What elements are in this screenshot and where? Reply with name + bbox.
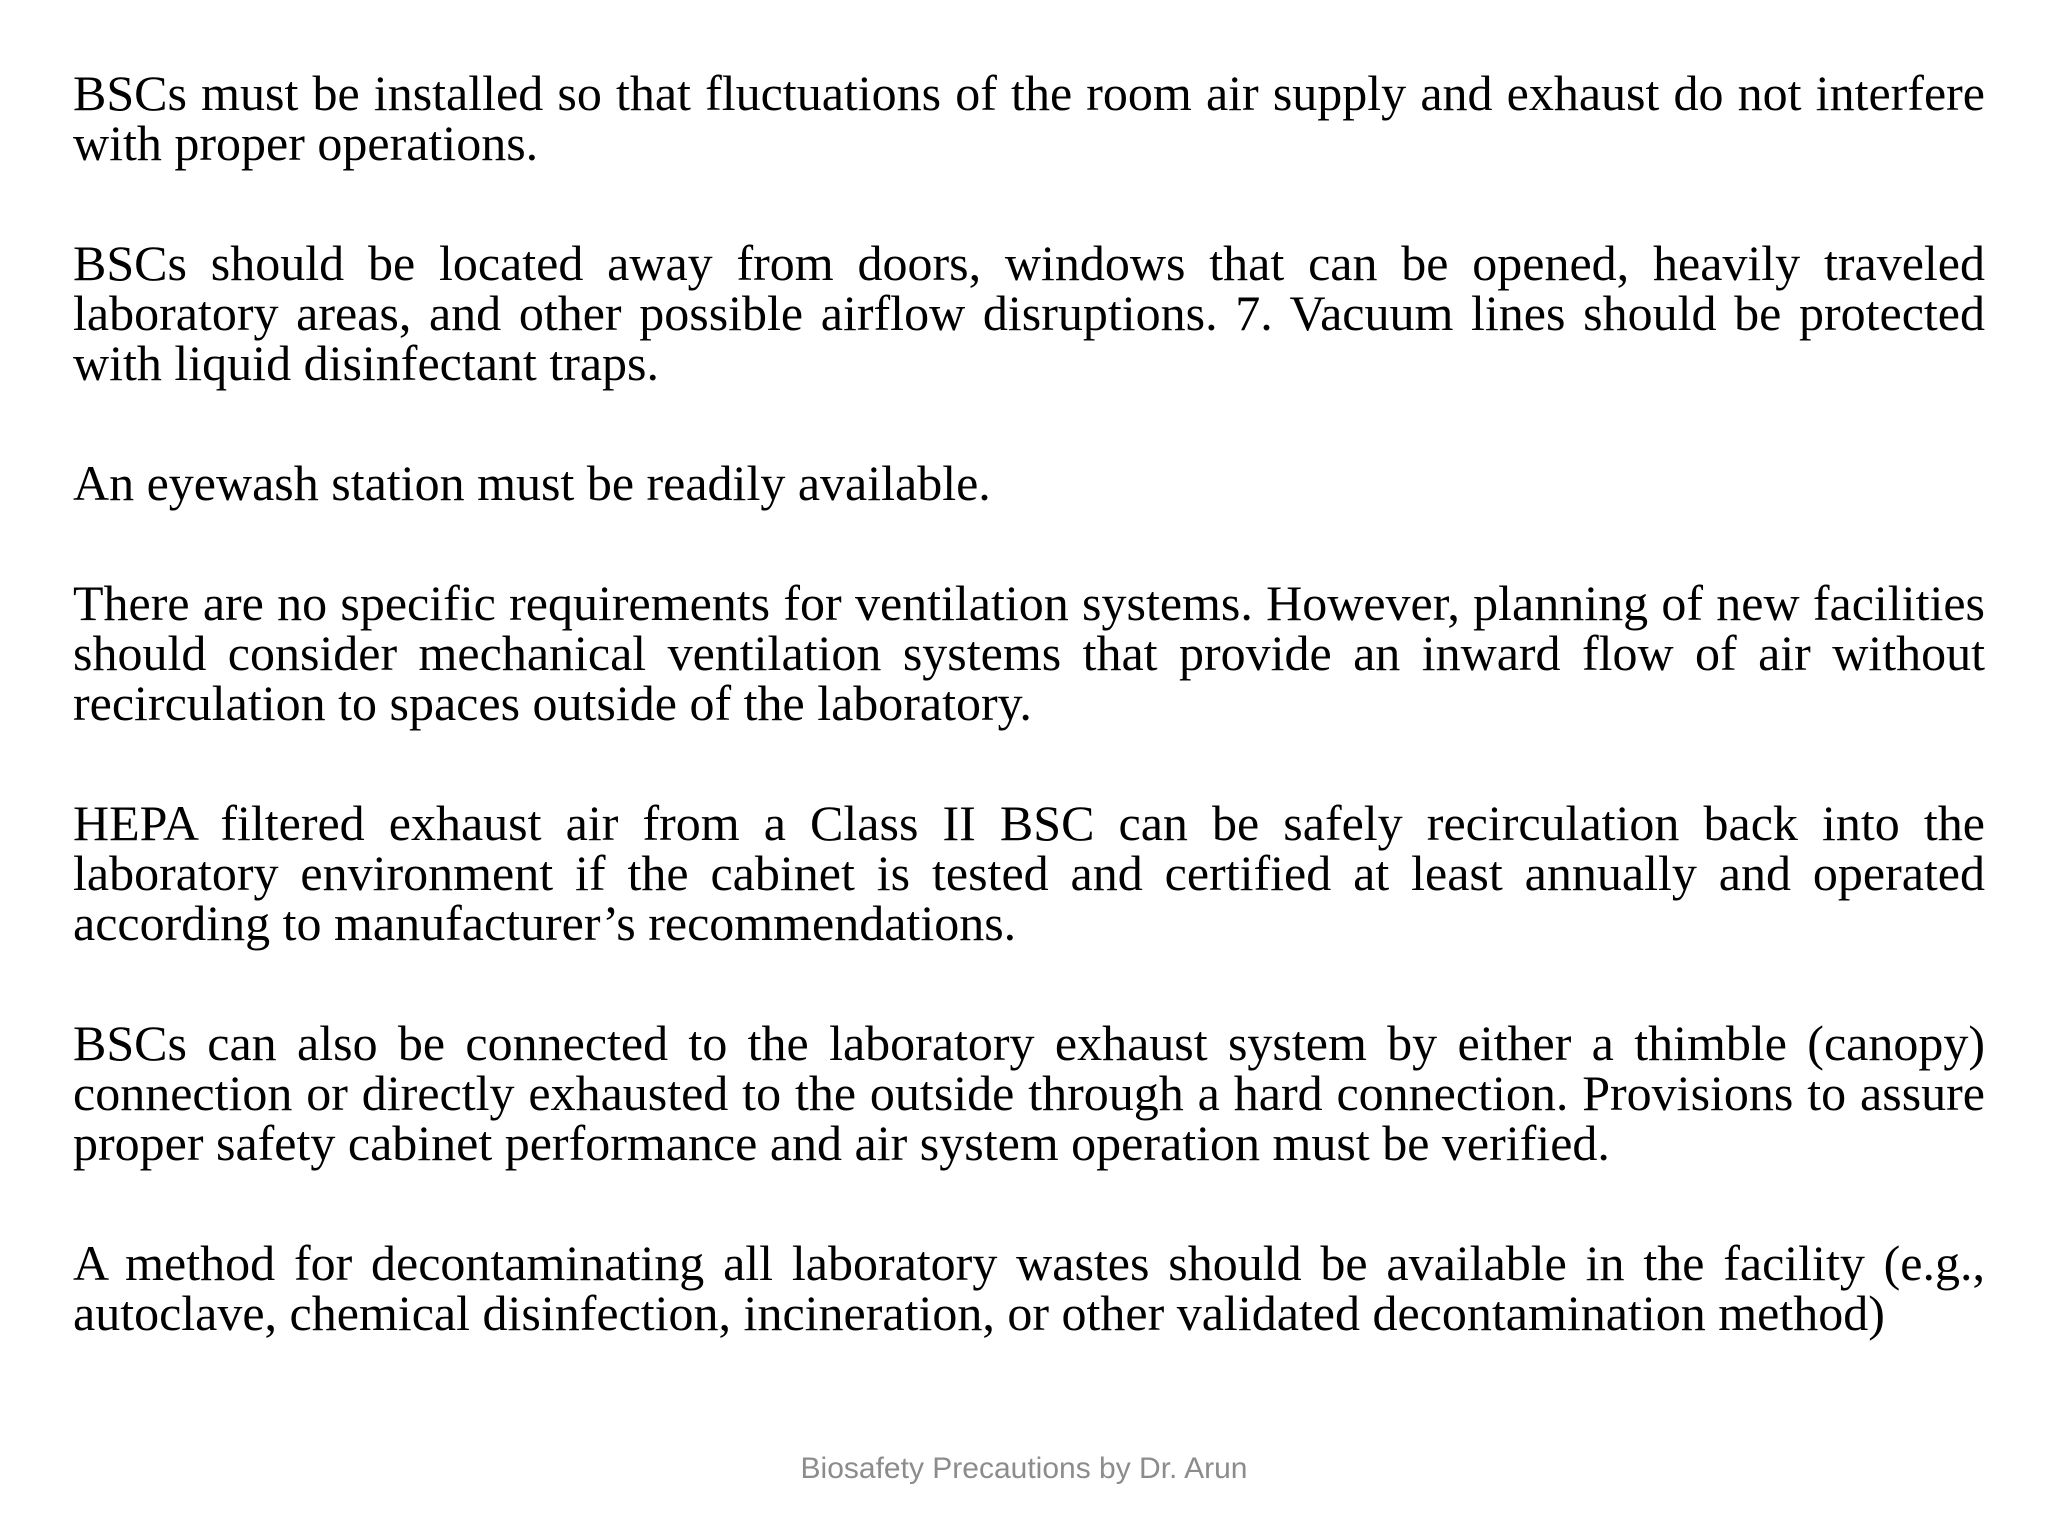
slide-footer: Biosafety Precautions by Dr. Arun [800, 1452, 1248, 1485]
paragraph-bsc-exhaust-connection: BSCs can also be connected to the laboratory exhaust system by either a thimble (canopy) connection or directly exhausted to the outside through a hard connection. Provisions to assure proper safety cabinet performance and air system operation must be verified. [73, 1015, 1985, 1171]
paragraph-bsc-installation: BSCs must be installed so that fluctuations of the room air supply and exhaust do not interfere with proper operations. [73, 65, 1985, 171]
paragraph-waste-decontamination: A method for decontaminating all laboratory wastes should be available in the facility (e.g., autoclave, chemical disinfection, incineration, or other validated decontamination method) [73, 1235, 1985, 1341]
slide-body [73, 65, 1985, 1341]
paragraph-hepa-recirculation: HEPA filtered exhaust air from a Class II BSC can be safely recirculation back into the laboratory environment if the cabinet is tested and certified at least annually and operated according to manufacturer’s recommendations. [73, 795, 1985, 951]
paragraph-ventilation-systems: There are no specific requirements for ventilation systems. However, planning of new facilities should consider mechanical ventilation systems that provide an inward flow of air without recirculation to spaces outside of the laboratory. [73, 575, 1985, 731]
paragraph-bsc-location: BSCs should be located away from doors, windows that can be opened, heavily traveled laboratory areas, and other possible airflow disruptions. 7. Vacuum lines should be protected with liquid disinfectant traps. [73, 235, 1985, 391]
paragraph-eyewash-station: An eyewash station must be readily available. [73, 455, 991, 511]
